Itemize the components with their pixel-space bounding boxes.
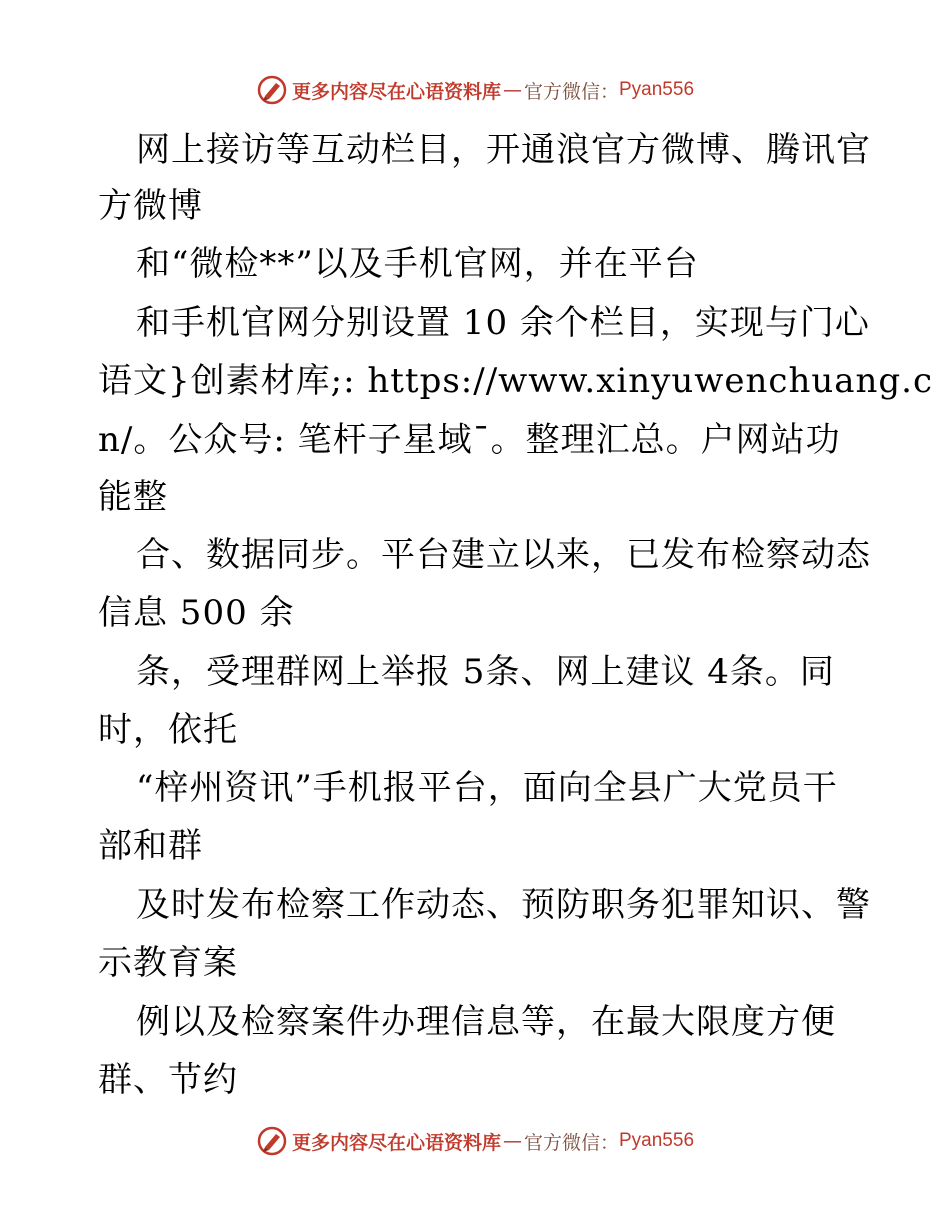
body-line: “梓州资讯”手机报平台，面向全县广大党员干 (136, 768, 838, 808)
footer-brand-text: 更多内容尽在心语资料库 (291, 1131, 501, 1154)
body-line: 网上接访等互动栏目，开通浪官方微博、腾讯官 (136, 130, 871, 170)
footer-official-label: 官方微信： (523, 1131, 619, 1154)
writing-pen-logo-icon (256, 1125, 288, 1157)
body-line: 及时发布检察工作动态、预防职务犯罪知识、警 (136, 885, 871, 925)
header-wechat-id: Pyan556 (619, 79, 695, 100)
body-line: 和手机官网分别设置 10 余个栏目，实现与门心 (136, 303, 870, 343)
header-brand-text: 更多内容尽在心语资料库 (291, 80, 501, 103)
body-line: 能整 (98, 477, 168, 517)
footer-banner (0, 1121, 950, 1161)
body-line: 和“微检**”以及手机官网，并在平台 (136, 244, 699, 284)
body-line: 合、数据同步。平台建立以来，已发布检察动态 (136, 535, 871, 575)
body-line: 群、节约 (98, 1060, 238, 1100)
body-line: 方微博 (98, 186, 203, 226)
body-line: 语文}创素材库;: https://www.xinyuwenchuang.c (98, 361, 934, 401)
body-line: 例以及检察案件办理信息等，在最大限度方便 (136, 1002, 836, 1042)
body-line: 部和群 (98, 826, 203, 866)
writing-pen-logo-icon (256, 74, 288, 106)
body-line: n/。公众号: 笔杆子星域¯。整理汇总。户网站功 (98, 420, 841, 460)
body-line: 条，受理群网上举报 5条、网上建议 4条。同 (136, 652, 835, 692)
body-line: 示教育案 (98, 943, 238, 983)
header-separator: — (502, 79, 522, 101)
header-official-label: 官方微信： (523, 80, 619, 103)
body-line: 信息 500 余 (98, 593, 295, 633)
footer-separator: — (502, 1130, 522, 1152)
header-banner (0, 70, 950, 110)
footer-wechat-id: Pyan556 (619, 1130, 695, 1151)
body-line: 时，依托 (98, 710, 238, 750)
